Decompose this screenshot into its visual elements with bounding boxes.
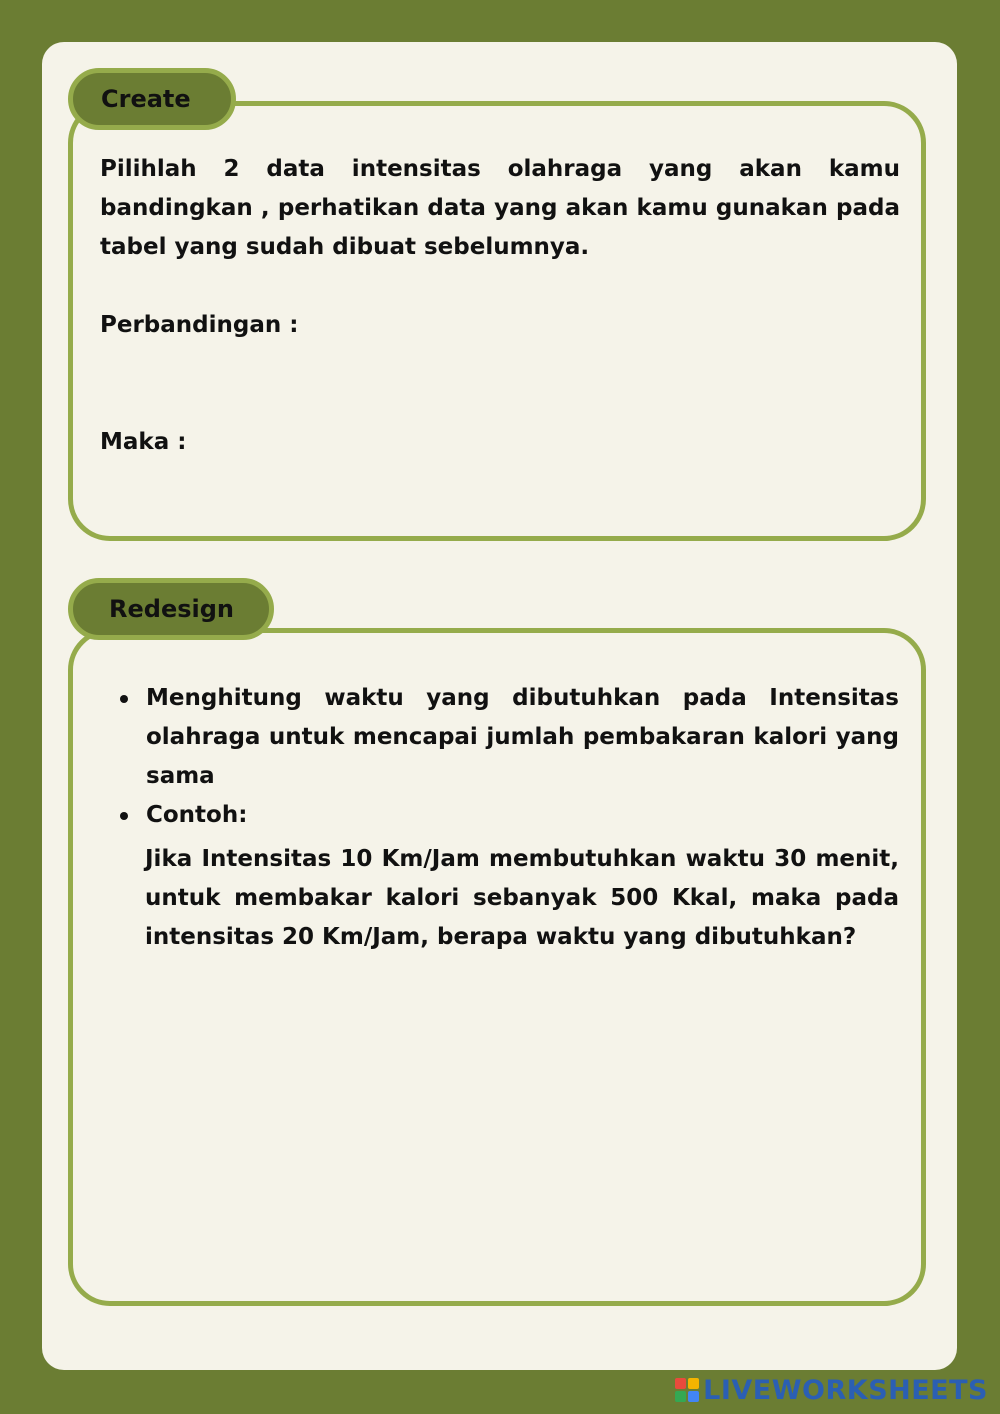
comparison-label: Perbandingan : [100,312,299,338]
create-tab [68,68,236,130]
redesign-bullet-list [146,679,899,835]
example-problem: Jika Intensitas 10 Km/Jam membutuhkan waktu 30 menit, untuk membakar kalori sebanyak 500 Kkal, maka pada intensitas 20 Km/Jam, berapa waktu yang dibutuhkan? [145,846,899,950]
conclusion-label: Maka : [100,429,187,455]
liveworksheets-logo [675,1373,988,1407]
create-instruction: Pilihlah 2 data intensitas olahraga yang akan kamu bandingkan , perhatikan data yang akan kamu gunakan pada tabel yang sudah dibuat sebelumnya. [100,156,900,260]
redesign-tab-label: Redesign [109,595,234,623]
liveworksheets-logo-icon [675,1378,699,1402]
redesign-tab [68,578,274,640]
brand-name: LIVEWORKSHEETS [703,1374,988,1406]
list-item: Contoh: [146,796,899,835]
list-item: Menghitung waktu yang dibutuhkan pada Intensitas olahraga untuk mencapai jumlah pembakaran kalori yang sama [146,679,899,796]
create-tab-label: Create [101,85,191,113]
